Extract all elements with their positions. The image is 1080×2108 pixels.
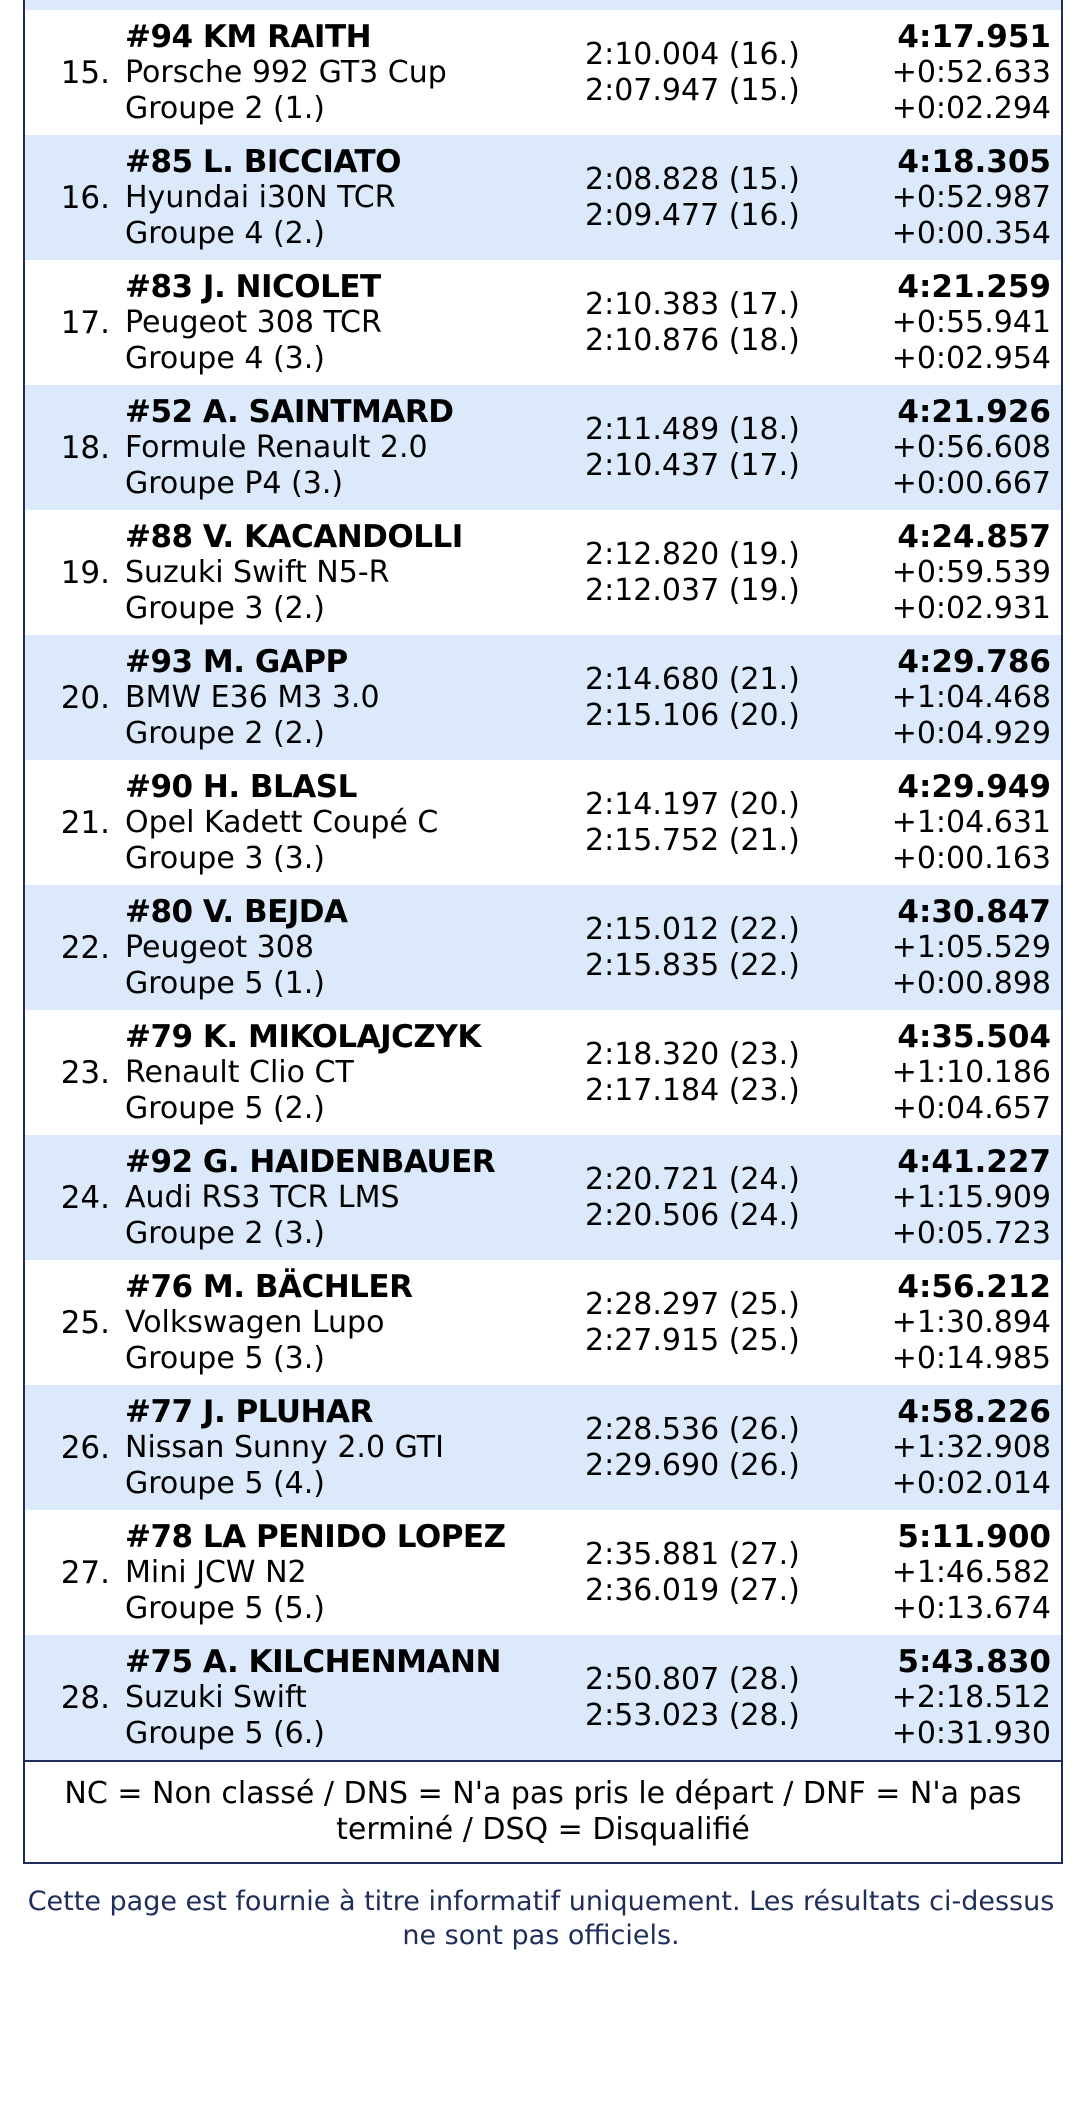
lap-2-time: 2:12.037 (19.) — [585, 572, 800, 608]
driver-name: #78 LA PENIDO LOPEZ — [125, 1518, 506, 1555]
driver-name: #94 KM RAITH — [125, 18, 372, 55]
gap-to-leader: +1:32.908 — [891, 1429, 1051, 1465]
car-model: Hyundai i30N TCR — [125, 179, 396, 215]
lap-times — [585, 537, 845, 609]
lap-times — [585, 1412, 845, 1484]
class-group: Groupe 5 (5.) — [125, 1590, 325, 1626]
car-model: Porsche 992 GT3 Cup — [125, 54, 447, 90]
total-time: 4:41.227 — [897, 1143, 1051, 1180]
position: 27. — [60, 1554, 110, 1591]
driver-cell — [125, 1019, 585, 1127]
position: 18. — [60, 429, 110, 466]
lap-2-time: 2:29.690 (26.) — [585, 1447, 800, 1483]
position: 19. — [60, 554, 110, 591]
gap-to-leader: +0:55.941 — [891, 304, 1051, 340]
gap-to-previous: +0:13.674 — [891, 1590, 1051, 1626]
driver-cell — [125, 394, 585, 502]
driver-name: #88 V. KACANDOLLI — [125, 518, 463, 555]
lap-times — [585, 412, 845, 484]
time-cell — [845, 1019, 1061, 1127]
position: 22. — [60, 929, 110, 966]
lap-1-time: 2:14.680 (21.) — [585, 661, 800, 697]
class-group: Groupe 2 (1.) — [125, 90, 325, 126]
position: 24. — [60, 1179, 110, 1216]
lap-times — [585, 1662, 845, 1734]
driver-cell — [125, 644, 585, 752]
class-group: Groupe 3 (2.) — [125, 590, 325, 626]
lap-1-time: 2:20.721 (24.) — [585, 1161, 800, 1197]
driver-name: #83 J. NICOLET — [125, 268, 381, 305]
gap-to-previous: +0:02.954 — [891, 340, 1051, 376]
position: 16. — [60, 179, 110, 216]
driver-cell — [125, 894, 585, 1002]
gap-to-leader: +1:04.468 — [891, 679, 1051, 715]
class-group: Groupe 5 (1.) — [125, 965, 325, 1001]
table-row — [25, 1010, 1061, 1135]
lap-times — [585, 912, 845, 984]
gap-to-previous: +0:00.163 — [891, 840, 1051, 876]
table-row — [25, 1635, 1061, 1760]
table-row — [25, 1510, 1061, 1635]
table-row — [25, 635, 1061, 760]
gap-to-previous: +0:02.294 — [891, 90, 1051, 126]
position: 23. — [60, 1054, 110, 1091]
lap-1-time: 2:28.297 (25.) — [585, 1286, 800, 1322]
lap-times — [585, 1537, 845, 1609]
table-row — [25, 385, 1061, 510]
lap-2-time: 2:20.506 (24.) — [585, 1197, 800, 1233]
time-cell — [845, 394, 1061, 502]
gap-to-previous: +0:04.929 — [891, 715, 1051, 751]
lap-2-time: 2:09.477 (16.) — [585, 197, 800, 233]
gap-to-previous: +0:05.723 — [891, 1215, 1051, 1251]
class-group: Groupe 5 (4.) — [125, 1465, 325, 1501]
class-group: Groupe P4 (3.) — [125, 465, 344, 501]
results-table — [23, 0, 1063, 1864]
driver-cell — [125, 144, 585, 252]
lap-2-time: 2:15.835 (22.) — [585, 947, 800, 983]
gap-to-leader: +0:52.633 — [891, 54, 1051, 90]
lap-times — [585, 662, 845, 734]
car-model: Suzuki Swift N5-R — [125, 554, 390, 590]
gap-to-previous: +0:02.014 — [891, 1465, 1051, 1501]
time-cell — [845, 894, 1061, 1002]
time-cell — [845, 144, 1061, 252]
position: 26. — [60, 1429, 110, 1466]
total-time: 4:29.949 — [897, 768, 1051, 805]
gap-to-leader: +0:59.539 — [891, 554, 1051, 590]
lap-1-time: 2:10.383 (17.) — [585, 286, 800, 322]
table-row — [25, 1260, 1061, 1385]
driver-name: #85 L. BICCIATO — [125, 143, 402, 180]
lap-1-time: 2:50.807 (28.) — [585, 1661, 800, 1697]
car-model: Mini JCW N2 — [125, 1554, 307, 1590]
car-model: BMW E36 M3 3.0 — [125, 679, 380, 715]
driver-cell — [125, 1269, 585, 1377]
lap-2-time: 2:15.106 (20.) — [585, 697, 800, 733]
class-group: Groupe 5 (2.) — [125, 1090, 325, 1126]
driver-cell — [125, 1394, 585, 1502]
position: 25. — [60, 1304, 110, 1341]
legend: NC = Non classé / DNS = N'a pas pris le départ / DNF = N'a pas terminé / DSQ = Disqualifié — [25, 1760, 1061, 1862]
time-cell — [845, 519, 1061, 627]
disclaimer: Cette page est fournie à titre informatif uniquement. Les résultats ci-dessus ne sont pas officiels. — [27, 1886, 1055, 1951]
total-time: 4:21.926 — [897, 393, 1051, 430]
lap-2-time: 2:15.752 (21.) — [585, 822, 800, 858]
lap-1-time: 2:11.489 (18.) — [585, 411, 800, 447]
car-model: Formule Renault 2.0 — [125, 429, 428, 465]
gap-to-previous: +0:04.657 — [891, 1090, 1051, 1126]
driver-cell — [125, 1644, 585, 1752]
driver-name: #93 M. GAPP — [125, 643, 348, 680]
position: 20. — [60, 679, 110, 716]
lap-1-time: 2:14.197 (20.) — [585, 786, 800, 822]
total-time: 4:58.226 — [897, 1393, 1051, 1430]
gap-to-previous: +0:31.930 — [891, 1715, 1051, 1751]
car-model: Opel Kadett Coupé C — [125, 804, 439, 840]
class-group: Groupe 4 (2.) — [125, 215, 325, 251]
lap-1-time: 2:12.820 (19.) — [585, 536, 800, 572]
time-cell — [845, 1519, 1061, 1627]
previous-row-edge — [25, 0, 1061, 10]
total-time: 4:21.259 — [897, 268, 1051, 305]
car-model: Audi RS3 TCR LMS — [125, 1179, 400, 1215]
gap-to-leader: +1:15.909 — [891, 1179, 1051, 1215]
driver-name: #90 H. BLASL — [125, 768, 357, 805]
time-cell — [845, 1144, 1061, 1252]
class-group: Groupe 2 (2.) — [125, 715, 325, 751]
driver-name: #79 K. MIKOLAJCZYK — [125, 1018, 481, 1055]
table-row — [25, 10, 1061, 135]
position: 21. — [60, 804, 110, 841]
gap-to-previous: +0:00.898 — [891, 965, 1051, 1001]
total-time: 4:17.951 — [897, 18, 1051, 55]
lap-2-time: 2:36.019 (27.) — [585, 1572, 800, 1608]
lap-times — [585, 787, 845, 859]
class-group: Groupe 4 (3.) — [125, 340, 325, 376]
table-row — [25, 1135, 1061, 1260]
car-model: Renault Clio CT — [125, 1054, 354, 1090]
driver-name: #76 M. BÄCHLER — [125, 1268, 413, 1305]
driver-name: #92 G. HAIDENBAUER — [125, 1143, 496, 1180]
total-time: 4:35.504 — [897, 1018, 1051, 1055]
driver-cell — [125, 769, 585, 877]
lap-times — [585, 162, 845, 234]
gap-to-leader: +0:52.987 — [891, 179, 1051, 215]
time-cell — [845, 1394, 1061, 1502]
time-cell — [845, 269, 1061, 377]
driver-cell — [125, 269, 585, 377]
lap-times — [585, 1037, 845, 1109]
lap-2-time: 2:10.876 (18.) — [585, 322, 800, 358]
gap-to-leader: +0:56.608 — [891, 429, 1051, 465]
time-cell — [845, 1644, 1061, 1752]
driver-cell — [125, 1519, 585, 1627]
gap-to-leader: +1:10.186 — [891, 1054, 1051, 1090]
lap-2-time: 2:27.915 (25.) — [585, 1322, 800, 1358]
lap-1-time: 2:28.536 (26.) — [585, 1411, 800, 1447]
lap-1-time: 2:35.881 (27.) — [585, 1536, 800, 1572]
driver-cell — [125, 1144, 585, 1252]
lap-times — [585, 1287, 845, 1359]
lap-times — [585, 287, 845, 359]
car-model: Nissan Sunny 2.0 GTI — [125, 1429, 444, 1465]
driver-name: #77 J. PLUHAR — [125, 1393, 373, 1430]
lap-times — [585, 37, 845, 109]
gap-to-leader: +1:05.529 — [891, 929, 1051, 965]
gap-to-leader: +1:04.631 — [891, 804, 1051, 840]
driver-cell — [125, 19, 585, 127]
lap-2-time: 2:17.184 (23.) — [585, 1072, 800, 1108]
lap-1-time: 2:18.320 (23.) — [585, 1036, 800, 1072]
total-time: 5:43.830 — [897, 1643, 1051, 1680]
gap-to-previous: +0:00.667 — [891, 465, 1051, 501]
lap-2-time: 2:10.437 (17.) — [585, 447, 800, 483]
car-model: Peugeot 308 TCR — [125, 304, 382, 340]
lap-1-time: 2:08.828 (15.) — [585, 161, 800, 197]
total-time: 4:56.212 — [897, 1268, 1051, 1305]
position: 17. — [60, 304, 110, 341]
time-cell — [845, 1269, 1061, 1377]
driver-cell — [125, 519, 585, 627]
driver-name: #75 A. KILCHENMANN — [125, 1643, 501, 1680]
class-group: Groupe 5 (6.) — [125, 1715, 325, 1751]
lap-1-time: 2:10.004 (16.) — [585, 36, 800, 72]
lap-2-time: 2:07.947 (15.) — [585, 72, 800, 108]
gap-to-leader: +2:18.512 — [891, 1679, 1051, 1715]
time-cell — [845, 644, 1061, 752]
table-row — [25, 135, 1061, 260]
driver-name: #80 V. BEJDA — [125, 893, 348, 930]
table-row — [25, 510, 1061, 635]
position: 15. — [60, 54, 110, 91]
total-time: 4:29.786 — [897, 643, 1051, 680]
lap-2-time: 2:53.023 (28.) — [585, 1697, 800, 1733]
car-model: Peugeot 308 — [125, 929, 314, 965]
total-time: 5:11.900 — [897, 1518, 1051, 1555]
results-rows — [25, 10, 1061, 1760]
table-row — [25, 885, 1061, 1010]
lap-1-time: 2:15.012 (22.) — [585, 911, 800, 947]
gap-to-leader: +1:46.582 — [891, 1554, 1051, 1590]
table-row — [25, 1385, 1061, 1510]
gap-to-previous: +0:02.931 — [891, 590, 1051, 626]
time-cell — [845, 19, 1061, 127]
position: 28. — [60, 1679, 110, 1716]
gap-to-previous: +0:14.985 — [891, 1340, 1051, 1376]
total-time: 4:30.847 — [897, 893, 1051, 930]
table-row — [25, 260, 1061, 385]
time-cell — [845, 769, 1061, 877]
class-group: Groupe 2 (3.) — [125, 1215, 325, 1251]
class-group: Groupe 3 (3.) — [125, 840, 325, 876]
table-row — [25, 760, 1061, 885]
total-time: 4:24.857 — [897, 518, 1051, 555]
total-time: 4:18.305 — [897, 143, 1051, 180]
driver-name: #52 A. SAINTMARD — [125, 393, 454, 430]
gap-to-previous: +0:00.354 — [891, 215, 1051, 251]
class-group: Groupe 5 (3.) — [125, 1340, 325, 1376]
car-model: Suzuki Swift — [125, 1679, 307, 1715]
gap-to-leader: +1:30.894 — [891, 1304, 1051, 1340]
lap-times — [585, 1162, 845, 1234]
car-model: Volkswagen Lupo — [125, 1304, 385, 1340]
